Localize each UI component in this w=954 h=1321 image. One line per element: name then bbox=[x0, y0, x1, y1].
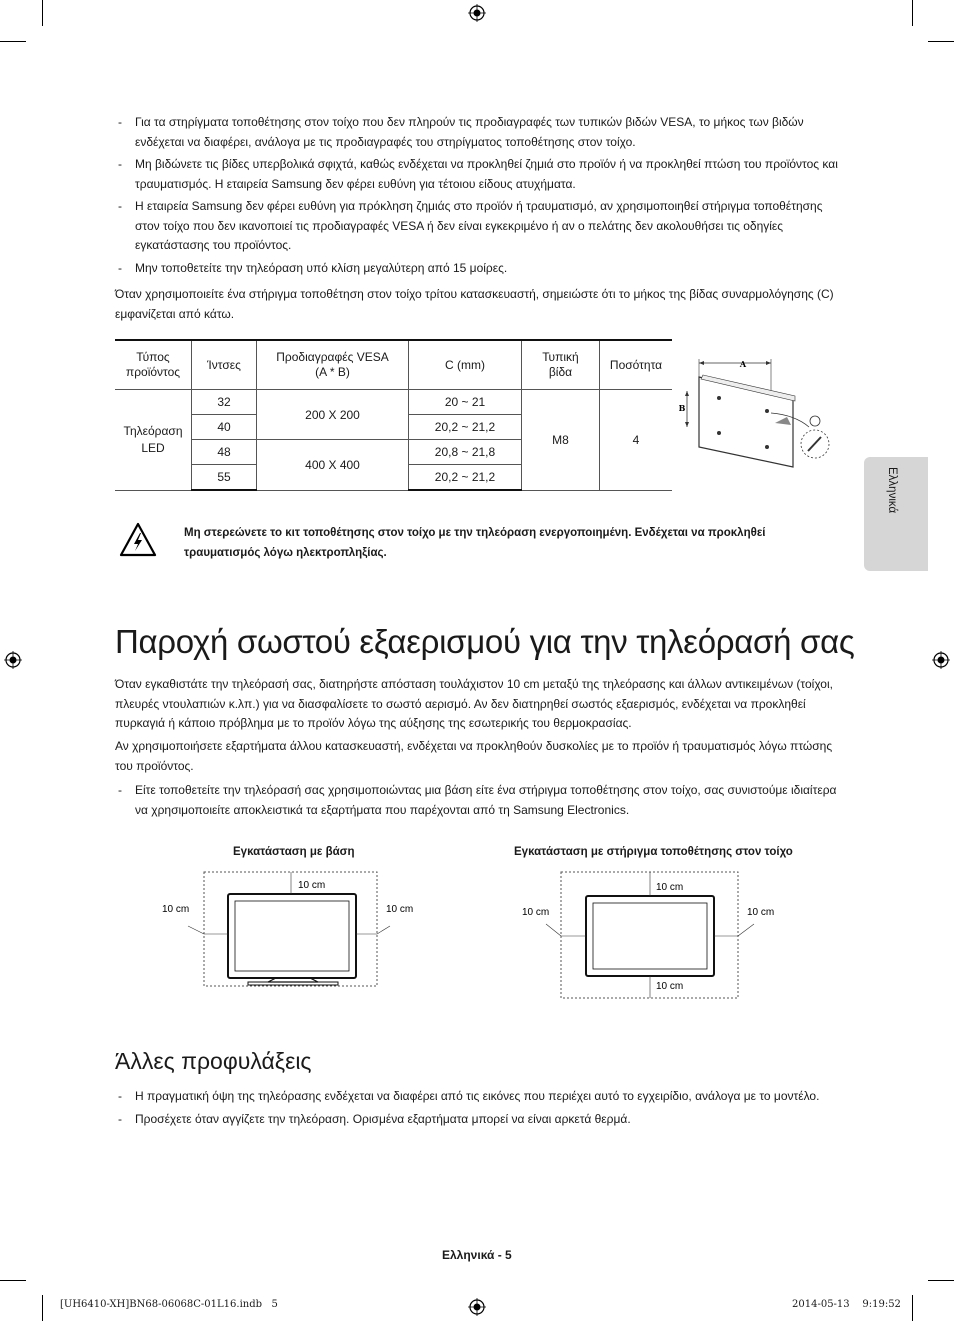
table-header: Τυπική βίδα bbox=[522, 340, 600, 390]
table-cell: 400 X 400 bbox=[257, 440, 409, 491]
crop-mark bbox=[928, 41, 954, 42]
table-row bbox=[115, 390, 672, 415]
registration-mark-icon bbox=[4, 651, 22, 669]
table-cell: 20 ~ 21 bbox=[409, 390, 522, 415]
wall-installation-diagram bbox=[516, 866, 786, 1001]
table-cell: Τηλεόραση LED bbox=[115, 390, 192, 491]
table-cell: M8 bbox=[522, 390, 600, 491]
intro-paragraph: Όταν χρησιμοποιείτε ένα στήριγμα τοποθέτηση στον τοίχο τρίτου κατασκευαστή, σημειώστε ότι το μήκος της βίδας συναρμολόγησης (C) εμφανίζεται από κάτω. bbox=[115, 287, 834, 321]
page-number: Ελληνικά - 5 bbox=[442, 1248, 512, 1262]
registration-mark-icon bbox=[932, 651, 950, 669]
distance-label: 10 cm bbox=[162, 904, 190, 915]
diagram-label-b: B bbox=[678, 403, 686, 413]
list-item: - Μην τοποθετείτε την τηλεόραση υπό κλίση μεγαλύτερη από 15 μοίρες. bbox=[116, 259, 846, 279]
crop-mark bbox=[928, 1280, 954, 1281]
language-tab bbox=[864, 457, 928, 571]
list-item: - Για τα στηρίγματα τοποθέτησης στον τοίχο που δεν πληρούν τις προδιαγραφές των τυπικών βιδών VESA, το μήκος των βιδών ενδέχεται να διαφέρει, ανάλογα με τις προδιαγραφές του στηρίγματος τοποθέτησης στον τοίχο. bbox=[116, 113, 846, 152]
language-tab-label: Ελληνικά bbox=[886, 467, 898, 514]
distance-label: 10 cm bbox=[298, 880, 326, 891]
list-item: - Η εταιρεία Samsung δεν φέρει ευθύνη για πρόκληση ζημιάς στο προϊόν ή τραυματισμό, αν χρησιμοποιηθεί στήριγμα τοποθέτησης στον τοίχο που δεν ικανοποιεί τις προδιαγραφές VESA ή δεν είναι εγκεκριμένο ή αν ο πελάτης δεν ακολουθήσει τις οδηγίες εγκατάστασης του προϊόντος. bbox=[116, 197, 846, 256]
stand-installation-diagram bbox=[150, 866, 430, 991]
crop-mark bbox=[0, 1280, 26, 1281]
table-cell: 20,2 ~ 21,2 bbox=[409, 415, 522, 440]
other-precautions-list bbox=[116, 1087, 846, 1132]
list-item: - Μη βιδώνετε τις βίδες υπερβολικά σφιχτά, καθώς ενδέχεται να προκληθεί ζημιά στο προϊόν ή να προκληθεί πτώση του προϊόντος και τραυματισμός. Η εταιρεία Samsung δεν φέρει ευθύνη για τέτοιου είδους ατυχήματα. bbox=[116, 155, 846, 194]
crop-mark bbox=[42, 1295, 43, 1321]
crop-mark bbox=[912, 0, 913, 26]
wall-mount-notes bbox=[116, 113, 846, 281]
ventilation-paragraph: Αν χρησιμοποιήσετε εξαρτήματα άλλου κατασκευαστή, ενδέχεται να προκληθούν δυσκολίες με το προϊόν ή τραυματισμός λόγω πτώσης του προϊόντος. bbox=[115, 739, 833, 773]
distance-label: 10 cm bbox=[522, 907, 550, 918]
footer-timestamp: 2014-05-13 ￼ 9:19:52 bbox=[792, 1299, 901, 1310]
table-header: Τύπος προϊόντος bbox=[115, 340, 192, 390]
table-header: C (mm) bbox=[409, 340, 522, 390]
table-cell: 32 bbox=[192, 390, 257, 415]
page-title: Παροχή σωστού εξαερισμού για την τηλεόρασή σας bbox=[115, 623, 855, 660]
stand-caption: Εγκατάσταση με βάση bbox=[233, 846, 355, 858]
table-cell: 200 X 200 bbox=[257, 390, 409, 440]
electric-shock-warning-icon bbox=[119, 522, 157, 558]
warning-text: Μη στερεώνετε το κιτ τοποθέτησης στον τοίχο με την τηλεόραση ενεργοποιημένη. Ενδέχεται να προκληθεί τραυματισμός λόγω ηλεκτροπληξίας. bbox=[184, 527, 766, 559]
ventilation-paragraph: Όταν εγκαθιστάτε την τηλεόρασή σας, διατηρήστε απόσταση τουλάχιστον 10 cm μεταξύ της τηλεόρασης και άλλων αντικειμένων (τοίχοι, πλευρές ντουλαπιών κ.λπ.) για να διασφαλίσετε το σωστό αερισμό. Αν δεν διατηρηθεί σωστός εξαερισμός, ενδέχεται να προκληθεί πυρκαγιά ή κάποιο πρόβλημα με το προϊόν λόγω της αύξησης της εσωτερικής του θερμοκρασίας. bbox=[115, 677, 833, 730]
vesa-spec-table bbox=[115, 339, 672, 491]
distance-label: 10 cm bbox=[747, 907, 775, 918]
distance-label: 10 cm bbox=[386, 904, 414, 915]
footer-file-info: [UH6410-XH]BN68-06068C-01L16.indb 5 bbox=[60, 1299, 278, 1310]
table-cell: 20,8 ~ 21,8 bbox=[409, 440, 522, 465]
crop-mark bbox=[42, 0, 43, 26]
distance-label: 10 cm bbox=[656, 981, 684, 992]
crop-mark bbox=[912, 1295, 913, 1321]
registration-mark-icon bbox=[468, 4, 486, 22]
ventilation-notes bbox=[116, 781, 846, 823]
crop-mark bbox=[0, 41, 26, 42]
table-cell: 40 bbox=[192, 415, 257, 440]
list-item: - Είτε τοποθετείτε την τηλεόρασή σας χρησιμοποιώντας μια βάση είτε ένα στήριγμα τοποθέτησης στον τοίχο, σας συνιστούμε ιδιαίτερα να χρησιμοποιείτε αποκλειστικά τα εξαρτήματα που παρέχονται από τη Samsung Electronics. bbox=[116, 781, 846, 820]
wall-mount-diagram bbox=[675, 355, 840, 475]
table-cell: 48 bbox=[192, 440, 257, 465]
registration-mark-icon bbox=[468, 1298, 486, 1316]
distance-label: 10 cm bbox=[656, 882, 684, 893]
wall-caption: Εγκατάσταση με στήριγμα τοποθέτησης στον τοίχο bbox=[514, 846, 793, 858]
list-item: - Προσέχετε όταν αγγίζετε την τηλεόραση. Ορισμένα εξαρτήματα μπορεί να είναι αρκετά θερμά. bbox=[116, 1110, 846, 1130]
table-cell: 55 bbox=[192, 465, 257, 491]
table-cell: 4 bbox=[600, 390, 673, 491]
section-heading: Άλλες προφυλάξεις bbox=[115, 1048, 312, 1074]
diagram-label-a: A bbox=[739, 359, 747, 369]
table-header: Προδιαγραφές VESA (A * B) bbox=[257, 340, 409, 390]
list-item: - Η πραγματική όψη της τηλεόρασης ενδέχεται να διαφέρει από τις εικόνες που περιέχει αυτό το εγχειρίδιο, ανάλογα με το μοντέλο. bbox=[116, 1087, 846, 1107]
table-header: Ίντσες bbox=[192, 340, 257, 390]
table-header: Ποσότητα bbox=[600, 340, 673, 390]
table-cell: 20,2 ~ 21,2 bbox=[409, 465, 522, 491]
